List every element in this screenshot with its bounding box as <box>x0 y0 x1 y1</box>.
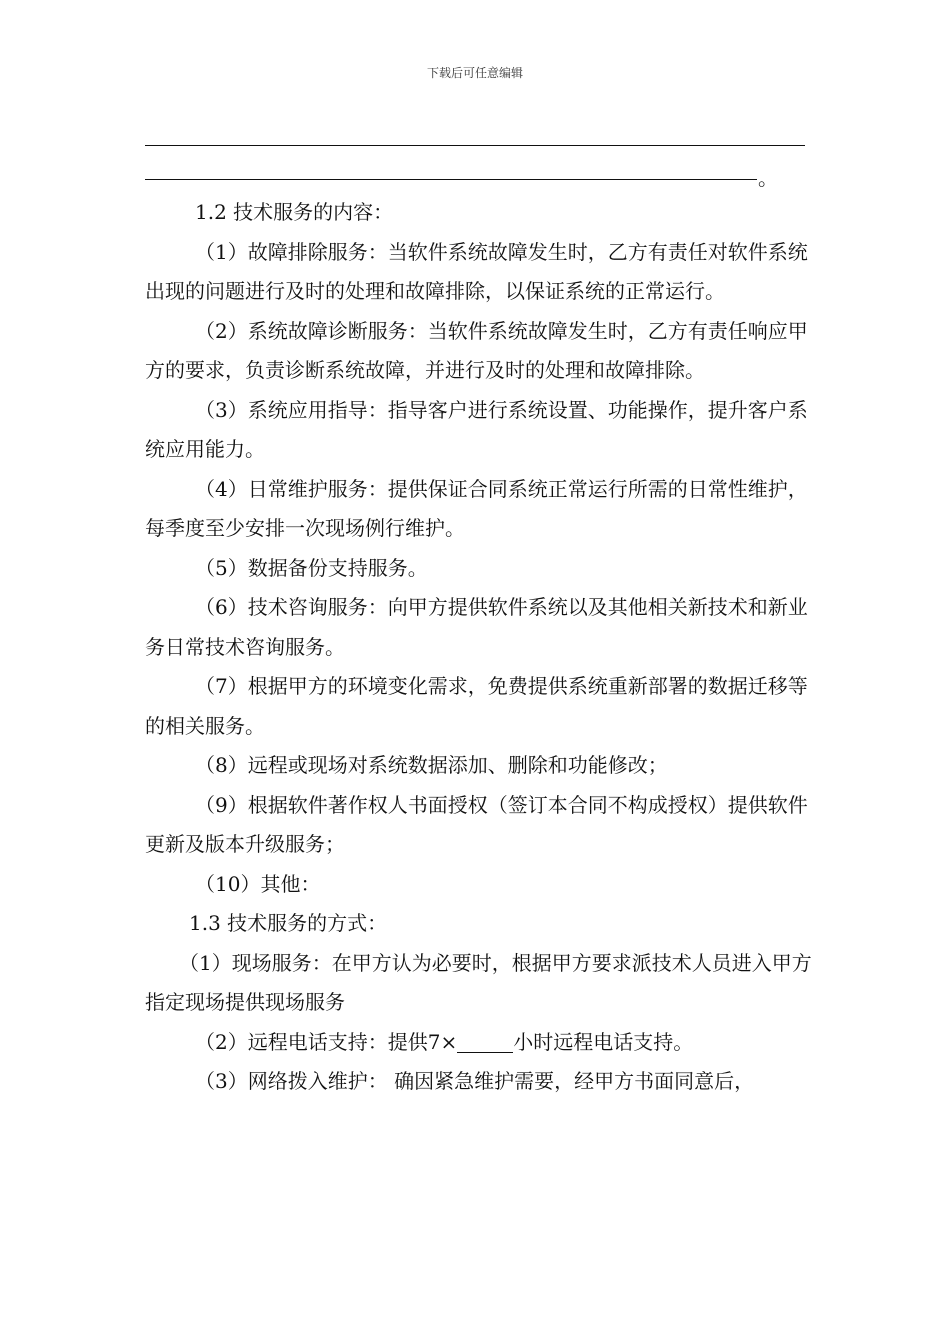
paragraph: （6）技术咨询服务：向甲方提供软件系统以及其他相关新技术和新业务日常技术咨询服务。 <box>145 595 808 659</box>
paragraph: （8）远程或现场对系统数据添加、删除和功能修改； <box>195 753 668 777</box>
paragraph: （3）系统应用指导：指导客户进行系统设置、功能操作，提升客户系统应用能力。 <box>145 397 808 461</box>
paragraph: （2）系统故障诊断服务：当软件系统故障发生时，乙方有责任响应甲方的要求，负责诊断系统故障，并进行及时的处理和故障排除。 <box>145 318 808 382</box>
sentence-end-mark: 。 <box>758 166 778 190</box>
section-heading: 1.3 技术服务的方式： <box>189 911 388 935</box>
paragraph: （4）日常维护服务：提供保证合同系统正常运行所需的日常性维护，每季度至少安排一次现场例行维护。 <box>145 476 808 540</box>
paragraph: （9）根据软件著作权人书面授权（签订本合同不构成授权）提供软件更新及版本升级服务； <box>145 792 808 856</box>
paragraph: （3）网络拨入维护： 确因紧急维护需要，经甲方书面同意后， <box>195 1069 755 1093</box>
paragraph: （10）其他： <box>195 871 321 896</box>
paragraph <box>145 1023 815 1063</box>
blank-fill-line <box>145 179 757 180</box>
paragraph: （1）故障排除服务：当软件系统故障发生时，乙方有责任对软件系统出现的问题进行及时的处理和故障排除，以保证系统的正常运行。 <box>145 239 808 303</box>
paragraph-part: （2）远程电话支持：提供7× <box>195 1029 458 1054</box>
section-heading: 1.2 技术服务的内容： <box>195 200 394 224</box>
paragraph: （7）根据甲方的环境变化需求，免费提供系统重新部署的数据迁移等的相关服务。 <box>145 674 808 738</box>
paragraph: （5）数据备份支持服务。 <box>195 555 428 580</box>
blank-fill-line <box>145 145 805 146</box>
page-header: 下载后可任意编辑 <box>426 66 523 80</box>
paragraph: （1）现场服务：在甲方认为必要时，根据甲方要求派技术人员进入甲方指定现场提供现场服务 <box>145 950 812 1014</box>
document-body <box>145 193 815 1102</box>
paragraph-part: 小时远程电话支持。 <box>513 1029 694 1054</box>
blank-fill-line <box>457 1030 513 1053</box>
